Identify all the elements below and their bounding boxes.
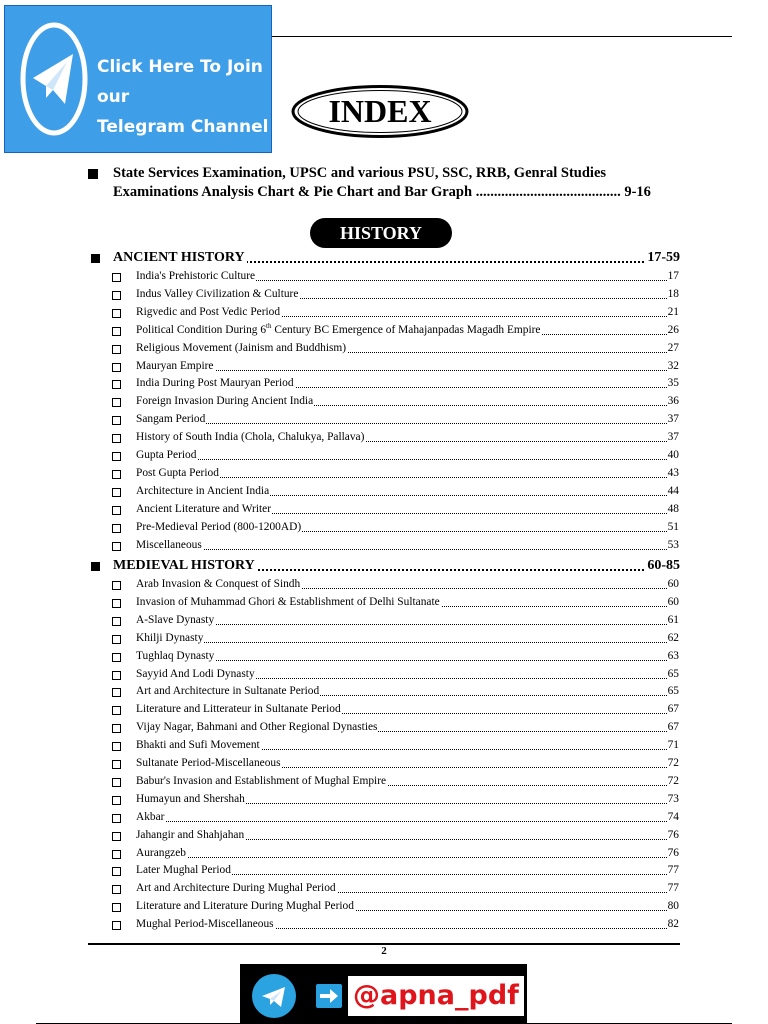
toc-entry-label: Aurangzeb (136, 845, 187, 863)
toc-entry-label: Foreign Invasion During Ancient India (136, 393, 314, 411)
checkbox-bullet-icon (112, 470, 121, 479)
toc-entry-page: 60 (667, 576, 679, 594)
toc-entry-page: 35 (667, 375, 679, 393)
toc-entry-label: Gupta Period (136, 447, 197, 465)
toc-entry[interactable] (112, 465, 679, 483)
telegram-join-banner[interactable] (4, 5, 272, 153)
toc-entry-label: Khilji Dynasty (136, 630, 204, 648)
toc-entry-label: History of South India (Chola, Chalukya, Pallava) (136, 429, 365, 447)
toc-entry[interactable] (112, 429, 679, 447)
toc-entry[interactable] (112, 898, 679, 916)
checkbox-bullet-icon (112, 814, 121, 823)
toc-entry-label: Religious Movement (Jainism and Buddhism) (136, 340, 347, 358)
toc-entry-page: 60 (667, 594, 679, 612)
toc-entry-page: 71 (667, 737, 679, 755)
toc-entry-page: 26 (667, 322, 679, 340)
toc-entry-page: 43 (667, 465, 679, 483)
toc-entry-page: 67 (667, 719, 679, 737)
section-pages: 17-59 (647, 250, 680, 265)
toc-entry-page: 76 (667, 845, 679, 863)
checkbox-bullet-icon (112, 635, 121, 644)
toc-entry-page: 80 (667, 898, 679, 916)
toc-entry-label: India During Post Mauryan Period (136, 375, 295, 393)
toc-entry[interactable] (112, 827, 679, 845)
toc-entry-label: Sangam Period (136, 411, 206, 429)
toc-entry-page: 32 (667, 358, 679, 376)
toc-entry[interactable] (112, 719, 679, 737)
toc-entry[interactable] (112, 340, 679, 358)
toc-entry-label: Sultanate Period-Miscellaneous (136, 755, 282, 773)
toc-entry-page: 63 (667, 648, 679, 666)
toc-entry-label: Arab Invasion & Conquest of Sindh (136, 576, 301, 594)
dot-leader (136, 660, 679, 661)
toc-entry[interactable] (112, 322, 679, 340)
toc-entry-page: 51 (667, 519, 679, 537)
toc-entry-label: Invasion of Muhammad Ghori & Establishment of Delhi Sultanate (136, 594, 441, 612)
square-bullet-icon (88, 169, 98, 179)
telegram-plane-icon (19, 20, 89, 138)
checkbox-bullet-icon (112, 345, 121, 354)
toc-entry-label: Akbar (136, 809, 165, 827)
toc-entry-label: Ancient Literature and Writer (136, 501, 272, 519)
toc-entry[interactable] (112, 737, 679, 755)
toc-entry-label: Tughlaq Dynasty (136, 648, 215, 666)
checkbox-bullet-icon (112, 903, 121, 912)
toc-entry[interactable] (112, 268, 679, 286)
toc-entry[interactable] (112, 501, 679, 519)
checkbox-bullet-icon (112, 506, 121, 515)
checkbox-bullet-icon (112, 398, 121, 407)
toc-entry[interactable] (112, 648, 679, 666)
toc-entry-label: A-Slave Dynasty (136, 612, 215, 630)
toc-entry-page: 72 (667, 755, 679, 773)
intro-line-2 (113, 183, 651, 202)
toc-entry-page: 76 (667, 827, 679, 845)
toc-entry-label: Pre-Medieval Period (800-1200AD) (136, 519, 302, 537)
toc-entry[interactable] (112, 880, 679, 898)
toc-entry-label: Bhakti and Sufi Movement (136, 737, 261, 755)
toc-entry[interactable] (112, 916, 679, 934)
toc-entry-page: 37 (667, 429, 679, 447)
toc-entry-label: Jahangir and Shahjahan (136, 827, 245, 845)
checkbox-bullet-icon (112, 653, 121, 662)
checkbox-bullet-icon (112, 778, 121, 787)
toc-entry-page: 61 (667, 612, 679, 630)
checkbox-bullet-icon (112, 434, 121, 443)
checkbox-bullet-icon (112, 742, 121, 751)
toc-entry-page: 74 (667, 809, 679, 827)
toc-entry[interactable] (112, 755, 679, 773)
section-title: MEDIEVAL HISTORY (113, 558, 255, 573)
toc-entry-label: Babur's Invasion and Establishment of Mughal Empire (136, 773, 387, 791)
square-bullet-icon (91, 254, 100, 263)
checkbox-bullet-icon (112, 617, 121, 626)
toc-entry-page: 62 (667, 630, 679, 648)
toc-entry-page: 72 (667, 773, 679, 791)
toc-entry-page: 44 (667, 483, 679, 501)
toc-entry[interactable] (112, 447, 679, 465)
toc-entry-page: 27 (667, 340, 679, 358)
intro-leader: ........................................ (475, 184, 625, 200)
toc-entry-label: Political Condition During 6th Century BC Emergence of Mahajanpadas Magadh Empire (136, 322, 541, 340)
toc-entry-page: 82 (667, 916, 679, 934)
page-number: 2 (381, 945, 387, 957)
section-heading[interactable] (88, 557, 680, 575)
checkbox-bullet-icon (112, 850, 121, 859)
checkbox-bullet-icon (112, 581, 121, 590)
right-arrow-icon (316, 984, 342, 1008)
toc-entry-page: 77 (667, 880, 679, 898)
dot-leader (136, 642, 679, 643)
toc-entry-label: Literature and Litterateur in Sultanate Period (136, 701, 342, 719)
toc-entry[interactable] (112, 809, 679, 827)
checkbox-bullet-icon (112, 832, 121, 841)
checkbox-bullet-icon (112, 724, 121, 733)
toc-entry-page: 36 (667, 393, 679, 411)
section-heading[interactable] (88, 249, 680, 267)
checkbox-bullet-icon (112, 524, 121, 533)
toc-entry-label: Miscellaneous (136, 537, 203, 555)
toc-entry-label: Later Mughal Period (136, 862, 232, 880)
toc-entry-label: Humayun and Shershah (136, 791, 246, 809)
toc-entry[interactable] (112, 411, 679, 429)
toc-entry[interactable] (112, 701, 679, 719)
toc-entry-page: 67 (667, 701, 679, 719)
intro-line-1: State Services Examination, UPSC and various PSU, SSC, RRB, Genral Studies (113, 165, 607, 181)
toc-entry-page: 53 (667, 537, 679, 555)
toc-entry[interactable] (112, 519, 679, 537)
toc-entry-page: 73 (667, 791, 679, 809)
toc-entry-label: Indus Valley Civilization & Culture (136, 286, 299, 304)
toc-entry[interactable] (112, 537, 679, 555)
dot-leader (136, 857, 679, 858)
intro-pages: 9-16 (624, 184, 651, 200)
toc-entry-label: Art and Architecture in Sultanate Period (136, 683, 320, 701)
toc-entry[interactable] (112, 286, 679, 304)
telegram-banner-text (97, 52, 271, 142)
top-rule (272, 36, 732, 37)
index-title (290, 83, 470, 140)
toc-entry[interactable] (112, 666, 679, 684)
toc-entry[interactable] (112, 683, 679, 701)
section-pages: 60-85 (647, 558, 680, 573)
banner-line-2: Telegram Channel (97, 117, 269, 137)
dot-leader (136, 459, 679, 460)
toc-entry[interactable] (112, 630, 679, 648)
telegram-icon (252, 974, 296, 1018)
dot-leader (136, 423, 679, 424)
dot-leader (136, 624, 679, 625)
checkbox-bullet-icon (112, 327, 121, 336)
toc-entry[interactable] (112, 594, 679, 612)
toc-entry[interactable] (112, 862, 679, 880)
toc-entry[interactable] (112, 791, 679, 809)
index-title-text: INDEX (328, 93, 432, 129)
intro-line-2-text: Examinations Analysis Chart & Pie Chart and Bar Graph (113, 184, 473, 200)
dot-leader (136, 821, 679, 822)
checkbox-bullet-icon (112, 921, 121, 930)
toc-entry-label: Literature and Literature During Mughal Period (136, 898, 355, 916)
checkbox-bullet-icon (112, 488, 121, 497)
toc-entry-page: 65 (667, 683, 679, 701)
dot-leader (136, 549, 679, 550)
toc-entry[interactable] (112, 773, 679, 791)
checkbox-bullet-icon (112, 363, 121, 372)
checkbox-bullet-icon (112, 671, 121, 680)
checkbox-bullet-icon (112, 599, 121, 608)
toc-entry[interactable] (112, 393, 679, 411)
toc-entry-page: 65 (667, 666, 679, 684)
checkbox-bullet-icon (112, 416, 121, 425)
toc-entry-label: Sayyid And Lodi Dynasty (136, 666, 256, 684)
checkbox-bullet-icon (112, 885, 121, 894)
toc-entry[interactable] (112, 358, 679, 376)
toc-entry[interactable] (112, 576, 679, 594)
toc-entry-page: 37 (667, 411, 679, 429)
checkbox-bullet-icon (112, 309, 121, 318)
toc-entry[interactable] (112, 612, 679, 630)
checkbox-bullet-icon (112, 291, 121, 300)
toc-entry-label: Rigvedic and Post Vedic Period (136, 304, 281, 322)
toc-entry-label: Mauryan Empire (136, 358, 215, 376)
toc-entry-page: 21 (667, 304, 679, 322)
toc-entry-label: Mughal Period-Miscellaneous (136, 916, 275, 934)
telegram-handle: @apna_pdf (348, 976, 524, 1016)
section-title: ANCIENT HISTORY (113, 250, 245, 265)
toc-entry-label: Post Gupta Period (136, 465, 220, 483)
checkbox-bullet-icon (112, 688, 121, 697)
toc-entry-label: Vijay Nagar, Bahmani and Other Regional Dynasties (136, 719, 378, 737)
checkbox-bullet-icon (112, 796, 121, 805)
toc-entry-page: 77 (667, 862, 679, 880)
checkbox-bullet-icon (112, 380, 121, 389)
toc-entry-label: Art and Architecture During Mughal Period (136, 880, 337, 898)
toc-entry-label: India's Prehistoric Culture (136, 268, 256, 286)
toc-entry[interactable] (112, 845, 679, 863)
toc-entry-page: 40 (667, 447, 679, 465)
toc-entry[interactable] (112, 375, 679, 393)
square-bullet-icon (91, 562, 100, 571)
toc-entry-page: 48 (667, 501, 679, 519)
checkbox-bullet-icon (112, 867, 121, 876)
toc-entry-label: Architecture in Ancient India (136, 483, 270, 501)
banner-line-1: Click Here To Join our (97, 57, 263, 107)
checkbox-bullet-icon (112, 452, 121, 461)
checkbox-bullet-icon (112, 273, 121, 282)
checkbox-bullet-icon (112, 706, 121, 715)
history-heading: HISTORY (310, 218, 452, 248)
toc-entry-page: 17 (667, 268, 679, 286)
toc-entry[interactable] (112, 483, 679, 501)
checkbox-bullet-icon (112, 760, 121, 769)
toc-entry[interactable] (112, 304, 679, 322)
checkbox-bullet-icon (112, 542, 121, 551)
footer-telegram-banner[interactable] (240, 964, 527, 1024)
dot-leader (136, 370, 679, 371)
toc-entry-page: 18 (667, 286, 679, 304)
